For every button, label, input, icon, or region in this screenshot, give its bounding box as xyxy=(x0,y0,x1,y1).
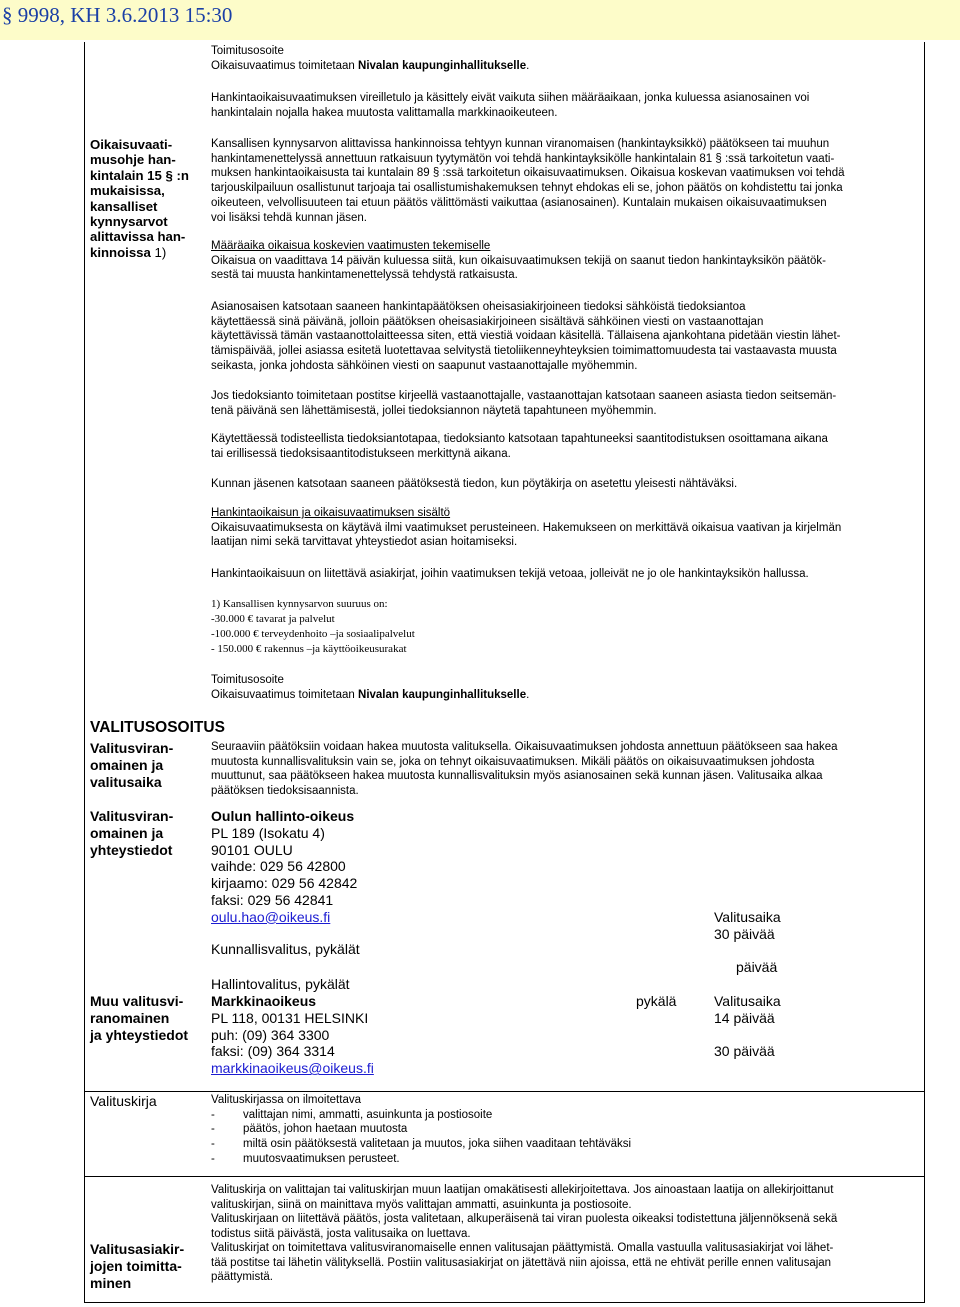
section-divider xyxy=(84,1176,925,1177)
market-period: Valitusaika 14 päivää xyxy=(714,993,781,1026)
content-heading: Hankintaoikaisun ja oikaisuvaatimuksen sisältö xyxy=(211,507,451,519)
deadline-section: Määräaika oikaisua koskevien vaatimusten tekemiselle Oikaisua on vaadittava 14 päivän kuluessa siitä, kun oikaisuvaatimuksen tekijä on saanut tiedon hankintayksikön päätök- sestä tai muusta hankintamenettelyssä tehdystä ratkaisusta. xyxy=(211,240,826,282)
procurement-side-label: Oikaisuvaati- musohje han- kintalain 15 § :n mukaisissa, kansalliset kynnysarvot alittavissa han- kinnoissa 1) xyxy=(90,137,189,260)
authority-label: Valitusviran- omainen ja valitusaika xyxy=(90,740,174,790)
content-section: Hankintaoikaisun ja oikaisuvaatimuksen sisältö Oikaisuvaatimuksesta on käytävä ilmi vaatimukset perusteineen. Hakemukseen on merkittävä oikaisua vaativan ja kirjelmän laatijan nimi sekä tarvittavat yhteystiedot asian hoitamiseksi. xyxy=(211,507,842,549)
municipal-appeal: Kunnallisvalitus, pykälät xyxy=(211,941,360,957)
mail-paragraph: Jos tiedoksianto toimitetaan postitse kirjeellä vastaanottajalle, vastaanottajan katsotaan saaneen asiasta tiedon seitsemän- tenä päivänä sen lähettämisestä, jollei tiedoksiannon näytetä tapahtuneen myöhemmin. xyxy=(211,390,837,417)
market-email-link[interactable]: markkinaoikeus@oikeus.fi xyxy=(211,1060,374,1077)
admin-appeal: Hallintovalitus, pykälät xyxy=(211,976,350,992)
court-contact: Oulun hallinto-oikeus PL 189 (Isokatu 4) 90101 OULU vaihde: 029 56 42800 kirjaamo: 029 56 42842 faksi: 029 56 42841 oulu.hao@oikeus.fi xyxy=(211,808,358,925)
court-name: Oulun hallinto-oikeus xyxy=(211,808,355,824)
authority-text: Seuraaviin päätöksiin voidaan hakea muutosta valituksella. Oikaisuvaatimuksen johdosta annettuun päätökseen saa hakea muutosta kunnallisvalituksin vain se, joka on tehnyt oikaisuvaatimuksen. Mikäli päätös on oikaisuvaatimuksen johdosta muuttunut, saa päätökseen hakea muutosta kunnallisvalituksin myös asianosainen sekä kunnan jäsen. Valitusaika alkaa päätöksen tiedoksisaannista. xyxy=(211,741,838,798)
letter-requirements: Valituskirjassa on ilmoitettava - valittajan nimi, ammatti, asuinkunta ja postiosoite - päätös, johon haetaan muutosta - miltä osin päätöksestä valitetaan ja muutos, joka siihen vaaditaan tehtäväksi - muutosvaatimuksen perusteet. xyxy=(211,1094,632,1165)
contacts-label: Valitusviran- omainen ja yhteystiedot xyxy=(90,808,174,858)
other-authority-label: Muu valitusvi- ranomainen ja yhteystiedot xyxy=(90,993,189,1043)
procurement-paragraph: Kansallisen kynnysarvon alittavissa hankinnoissa tehtyyn kunnan viranomaisen (hankintayksikkö) päätökseen tai muuhun hankintamenettelyssä annettuun ratkaisuun tyytymätön voi tehdä hankintayksikölle hankintalain 81 § :ssä tarkoitetun vaati- muksen hankintaoikaisusta tai kuntalain 89 § :ssä tarkoitetun oikaisuvaatimuksen. Oikaisua koskevan vaatimuksen voi tehdä tarjouskilpailuun osallistunut tarjoaja tai osallistumishakemuksen tehnyt ehdokas eli se, johon päätös on kohdistettu tai jonka oikeuteen, velvollisuuteen tai etuun päätös välittömästi vaikuttaa (asianosainen). Kuntalain mukaisen oikaisuvaatimuksen voi lisäksi tehdä kunnan jäsen. xyxy=(211,138,845,224)
procurement-delivery xyxy=(211,673,529,702)
list-item: - päätös, johon haetaan muutosta xyxy=(211,1123,408,1136)
header-bar xyxy=(0,0,960,40)
market-pykala: pykälä xyxy=(636,993,677,1009)
delivery-paragraph: Valituskirjat on toimitettava valitusviranomaiselle ennen valitusajan päättymistä. Omalla vastuulla valitusasiakirjat voi lähet- tää postitse tai lähetin välityksellä. Postiin valitusasiakirjat on jätettävä niin ajoissa, että ne ehtivät perille ennen valitusajan päättymistä. xyxy=(211,1242,834,1284)
threshold-footnote: 1) Kansallisen kynnysarvon suuruus on: -30.000 € tavarat ja palvelut -100.000 € terveydenhoito –ja sosiaalipalvelut - 150.000 € rakennus –ja käyttöoikeusurakat xyxy=(211,598,415,655)
market-court-contact: Markkinaoikeus PL 118, 00131 HELSINKI puh: (09) 364 3300 faksi: (09) 364 3314 markkinaoikeus@oikeus.fi xyxy=(211,993,374,1077)
page-title: § 9998, KH 3.6.2013 15:30 xyxy=(2,3,233,27)
attach-paragraph: Hankintaoikaisuun on liitettävä asiakirjat, joihin vaatimuksen tekijä vetoaa, jolleivät ne jo ole hankintayksikön hallussa. xyxy=(211,568,809,580)
list-item: - miltä osin päätöksestä valitetaan ja muutos, joka siihen vaaditaan tehtäväksi xyxy=(211,1138,632,1151)
municipal-days: päivää xyxy=(736,959,778,975)
appeal-heading: VALITUSOSOITUS xyxy=(90,719,225,736)
market-court-name: Markkinaoikeus xyxy=(211,993,317,1009)
court-email-link[interactable]: oulu.hao@oikeus.fi xyxy=(211,908,331,925)
list-item: - valittajan nimi, ammatti, asuinkunta ja postiosoite xyxy=(211,1108,493,1121)
notice-paragraph: Asianosaisen katsotaan saaneen hankintapäätöksen oheisasiakirjoineen tiedoksi sähköistä tiedoksiantoa käytettäessä sinä päivänä, jolloin päätöksen oheisasiakirjoineen sisältävä sähköinen viesti on vastaanottajan käytettävissä tämän vastaanottolaitteessa siten, että viestiä voidaan käsitellä. Tällaisena ajankohtana pidetään viestin lähet- tämispäivää, jollei asiassa esitetä luotettavaa selvitystä tietoliikenneyhteyksien toimimattomuudesta tai vastaavasta muusta seikasta, jonka johdosta sähköinen viesti on saapunut vastaanottajalle myöhemmin. xyxy=(211,301,841,372)
delivery-line: Oikaisuvaatimus toimitetaan Nivalan kaupunginhallitukselle. xyxy=(211,688,530,701)
delivery-heading: Toimitusosoite xyxy=(211,45,284,57)
market-days-2: 30 päivää xyxy=(714,1043,775,1059)
intro-delivery xyxy=(211,44,529,73)
delivery-label: Valitusasiakir- jojen toimitta- minen xyxy=(90,1241,185,1291)
court-period: Valitusaika 30 päivää xyxy=(714,909,781,942)
member-paragraph: Kunnan jäsenen katsotaan saaneen päätöksestä tiedon, kun pöytäkirja on asetettu yleisesti nähtäväksi. xyxy=(211,478,738,490)
delivery-heading: Toimitusosoite xyxy=(211,674,284,686)
intro-paragraph: Hankintaoikaisuvaatimuksen vireilletulo ja käsittely eivät vaikuta siihen määräaikaan, jonka kuluessa asianosainen voi hankintalain nojalla hakea muutosta valittamalla markkinaoikeuteen. xyxy=(211,92,810,119)
delivery-line: Oikaisuvaatimus toimitetaan Nivalan kaupunginhallitukselle. xyxy=(211,59,530,72)
section-divider xyxy=(84,1091,925,1092)
list-item: - muutosvaatimuksen perusteet. xyxy=(211,1152,400,1165)
deadline-heading: Määräaika oikaisua koskevien vaatimusten tekemiselle xyxy=(211,240,491,252)
letter-paragraph: Valituskirja on valittajan tai valituskirjan muun laatijan omakätisesti allekirjoitettava. Jos ainoastaan laatija on allekirjoittanut valituskirjan, siinä on mainittava myös valittajan ammatti, asuinkunta ja postiosoite. Valituskirjaan on liitettävä päätös, josta valitetaan, alkuperäisenä tai viran puolesta oikeaksi todistettuna jäljennöksenä sekä todistus siitä päivästä, josta valitusaika on luettava. xyxy=(211,1184,838,1241)
letter-label: Valituskirja xyxy=(90,1093,157,1109)
cert-paragraph: Käytettäessä todisteellista tiedoksiantotapaa, tiedoksianto katsotaan tapahtuneeksi saantitodistuksen osoittamana aikana tai erillisessä tiedoksisaantitodistukseen merkittynä aikana. xyxy=(211,433,828,460)
